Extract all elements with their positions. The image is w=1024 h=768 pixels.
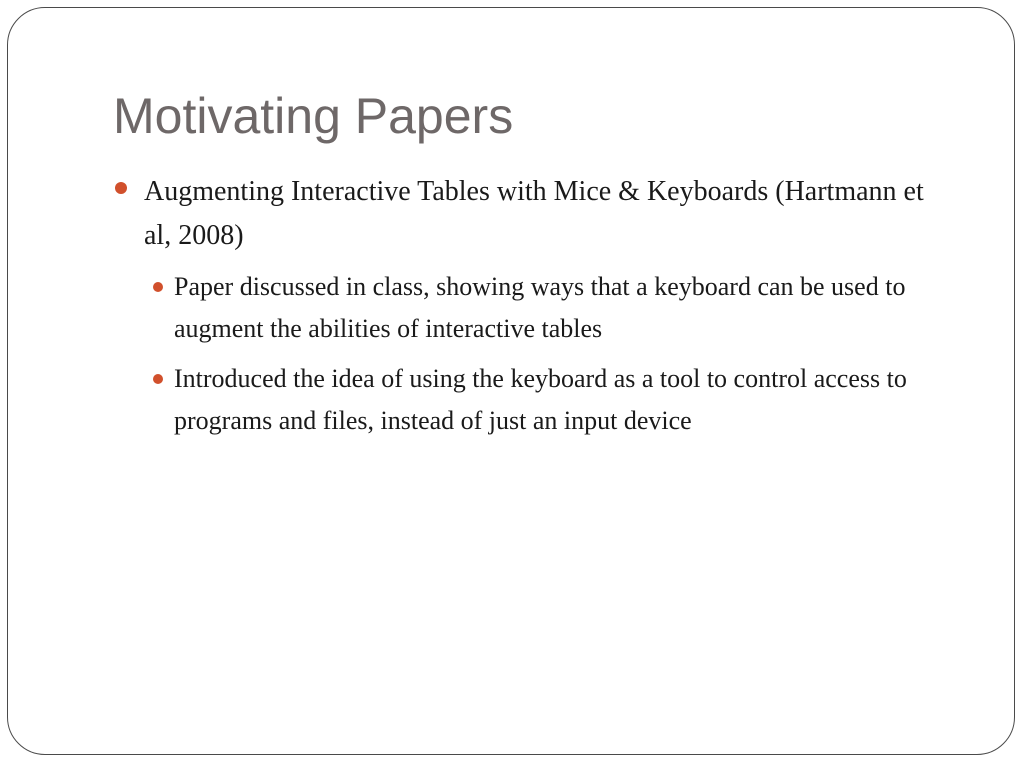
bullet-list xyxy=(113,170,933,442)
bullet-dot-icon xyxy=(115,182,127,194)
bullet-item xyxy=(113,170,933,258)
sub-bullet-list xyxy=(174,266,933,442)
bullet-dot-icon xyxy=(153,374,163,384)
sub-bullet-text: Paper discussed in class, showing ways that a keyboard can be used to augment the abilities of interactive tables xyxy=(174,272,906,343)
bullet-text: Augmenting Interactive Tables with Mice & Keyboards (Hartmann et al, 2008) xyxy=(144,176,924,251)
bullet-dot-icon xyxy=(153,282,163,292)
sub-bullet-text: Introduced the idea of using the keyboard as a tool to control access to programs and files, instead of just an input device xyxy=(174,364,907,435)
slide-title: Motivating Papers xyxy=(113,88,514,144)
sub-bullet-item xyxy=(174,266,934,350)
sub-bullet-item xyxy=(174,358,934,442)
